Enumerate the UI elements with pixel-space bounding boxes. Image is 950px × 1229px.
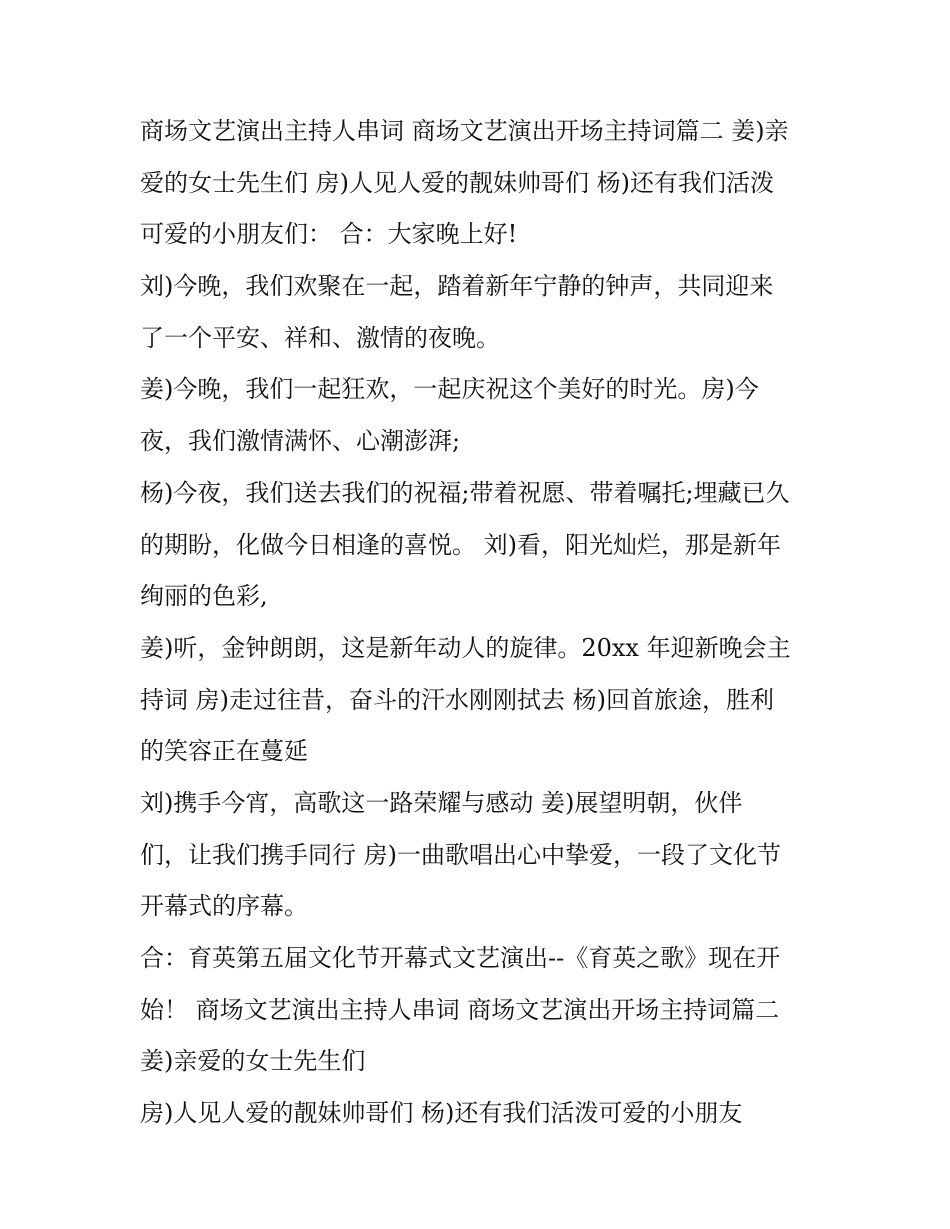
- text-line: 刘)今晚，我们欢聚在一起，踏着新年宁静的钟声，共同迎来: [140, 272, 774, 301]
- text-line: 的笑容正在蔓延: [140, 737, 308, 766]
- text-line: 姜)今晚，我们一起狂欢，一起庆祝这个美好的时光。房)今: [140, 375, 759, 404]
- text-line: 绚丽的色彩,: [140, 582, 268, 611]
- text-line: 始！ 商场文艺演出主持人串词 商场文艺演出开场主持词篇二: [140, 995, 780, 1024]
- text-line: 了一个平安、祥和、激情的夜晚。: [140, 323, 500, 352]
- text-line: 开幕式的序幕。: [140, 892, 308, 921]
- text-line: 姜)亲爱的女士先生们: [140, 1047, 366, 1076]
- text-line: 杨)今夜，我们送去我们的祝福;带着祝愿、带着嘱托;埋藏已久: [140, 478, 790, 507]
- text-line: 房)人见人爱的靓妹帅哥们 杨)还有我们活泼可爱的小朋友: [140, 1099, 743, 1128]
- text-line: 商场文艺演出主持人串词 商场文艺演出开场主持词篇二 姜)亲: [140, 117, 789, 145]
- text-line: 可爱的小朋友们： 合：大家晚上好!: [140, 220, 518, 249]
- document-body: [140, 106, 820, 1140]
- text-line: 的期盼，化做今日相逢的喜悦。 刘)看，阳光灿烂，那是新年: [140, 530, 781, 559]
- text-line: 姜)听，金钟朗朗，这是新年动人的旋律。20xx 年迎新晚会主: [140, 633, 791, 662]
- text-line: 爱的女士先生们 房)人见人爱的靓妹帅哥们 杨)还有我们活泼: [140, 168, 774, 197]
- text-line: 持词 房)走过往昔，奋斗的汗水刚刚拭去 杨)回首旅途，胜利: [140, 685, 774, 714]
- text-line: 刘)携手今宵，高歌这一路荣耀与感动 姜)展望明朝，伙伴: [140, 788, 743, 817]
- text-line: 夜，我们激情满怀、心潮澎湃;: [140, 427, 461, 456]
- text-line: 们，让我们携手同行 房)一曲歌唱出心中挚爱，一段了文化节: [140, 840, 781, 869]
- text-line: 合：育英第五届文化节开幕式文艺演出--《育英之歌》现在开: [140, 944, 781, 972]
